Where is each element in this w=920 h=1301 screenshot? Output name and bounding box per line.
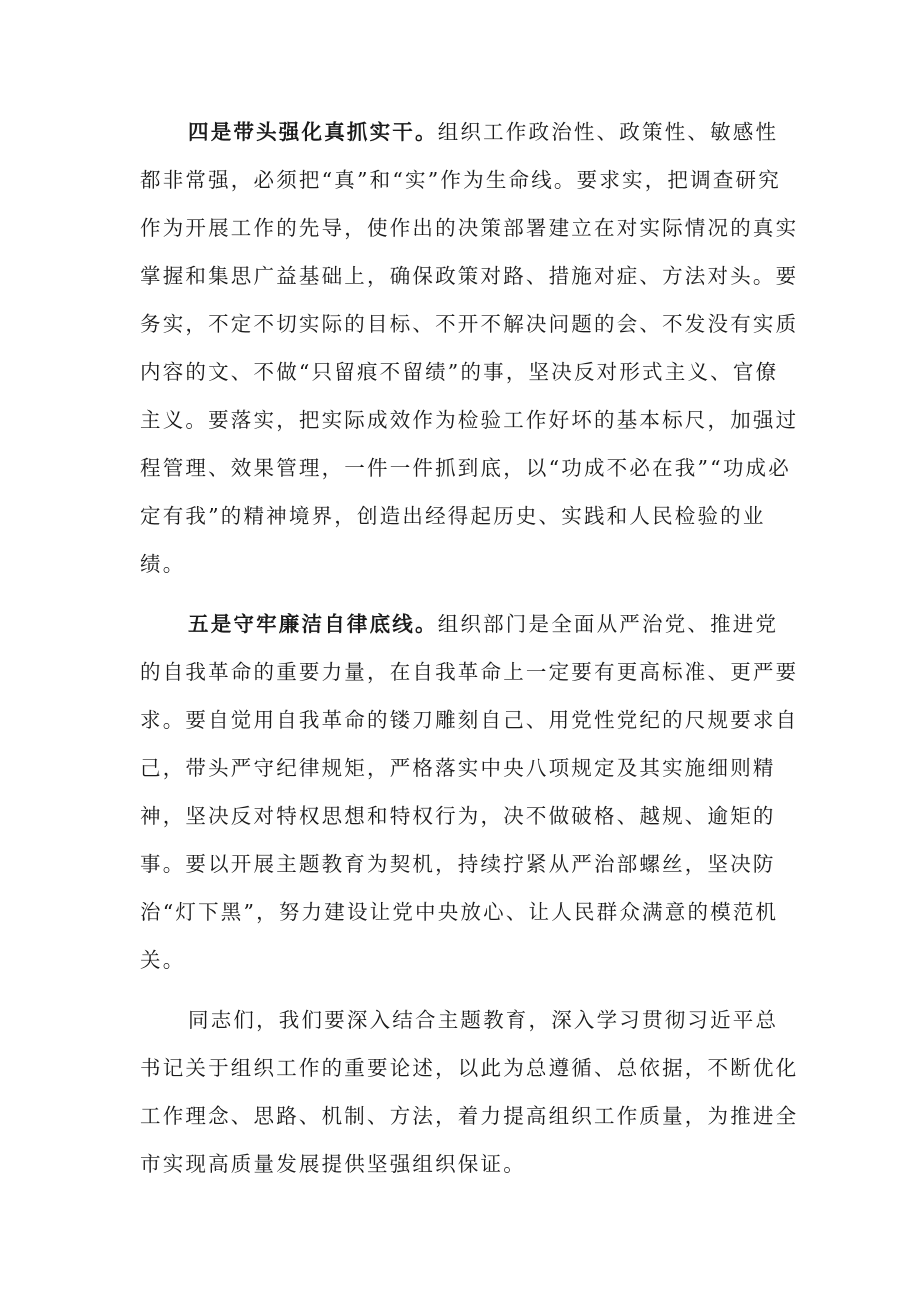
paragraph-closing-remarks	[140, 996, 800, 1188]
paragraph-body-text: 组织部门是全面从严治党、推进党的自我革命的重要力量，在自我革命上一定要有更高标准、更严要求。要自觉用自我革命的镂刀雕刻自己、用党性党纪的尺规要求自己，带头严守纪律规矩，严格落实中央八项规定及其实施细则精神，坚决反对特权思想和特权行为，决不做破格、越规、逾矩的事。要以开展主题教育为契机，持续拧紧从严治部螺丝，坚决防治“灯下黑”，努力建设让党中央放心、让人民群众满意的模范机关。	[140, 612, 799, 972]
paragraph-5-integrity-bottom-line	[140, 600, 800, 984]
paragraph-lead-heading: 四是带头强化真抓实干。	[188, 120, 438, 144]
paragraph-lead-heading: 五是守牢廉洁自律底线。	[188, 612, 438, 636]
paragraph-body-text: 组织工作政治性、政策性、敏感性都非常强，必须把“真”和“实”作为生命线。要求实，把调查研究作为开展工作的先导，使作出的决策部署建立在对实际情况的真实掌握和集思广益基础上，确保政策对路、措施对症、方法对头。要务实，不定不切实际的目标、不开不解决问题的会、不发没有实质内容的文、不做“只留痕不留绩”的事，坚决反对形式主义、官僚主义。要落实，把实际成效作为检验工作好坏的基本标尺，加强过程管理、效果管理，一件一件抓到底，以“功成不必在我”“功成必定有我”的精神境界，创造出经得起历史、实践和人民检验的业绩。	[140, 120, 799, 576]
paragraph-4-strengthen-practical-work	[140, 108, 800, 588]
document-page	[140, 108, 800, 1188]
paragraph-body-text: 同志们，我们要深入结合主题教育，深入学习贯彻习近平总书记关于组织工作的重要论述，以此为总遵循、总依据，不断优化工作理念、思路、机制、方法，着力提高组织工作质量，为推进全市实现高质量发展提供坚强组织保证。	[140, 1008, 799, 1176]
